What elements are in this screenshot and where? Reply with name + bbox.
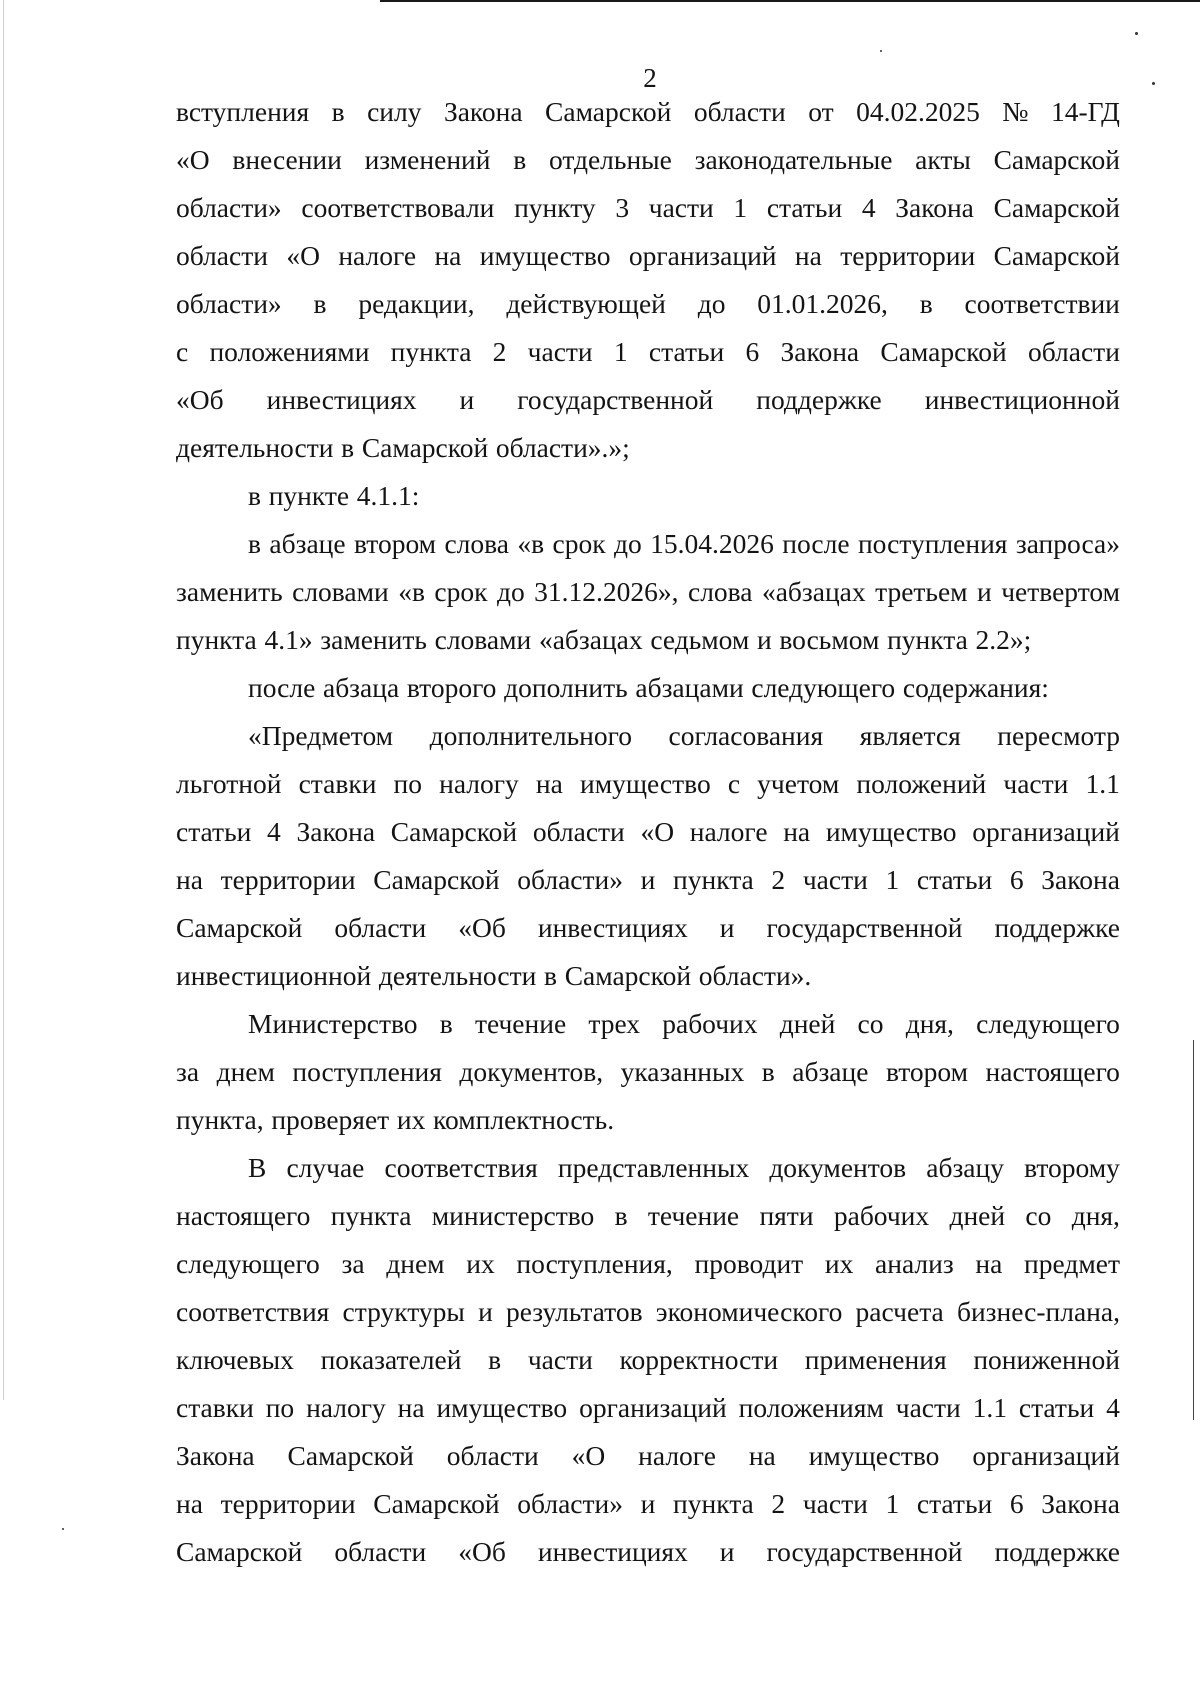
text-line: области «О налоге на имущество организаций на территории Самарской: [176, 240, 1120, 271]
text-line: «Предметом дополнительного согласования является пересмотр: [248, 720, 1120, 751]
paragraph: [176, 472, 1120, 520]
text-line: деятельности в Самарской области».»;: [176, 432, 630, 463]
text-line: Самарской области «Об инвестициях и государственной поддержке: [176, 912, 1120, 943]
paragraph: [176, 1144, 1120, 1576]
text-line: вступления в силу Закона Самарской области от 04.02.2025 № 14-ГД: [176, 96, 1120, 127]
text-line: области» соответствовали пункту 3 части 1 статьи 4 Закона Самарской: [176, 192, 1120, 223]
text-line: Самарской области «Об инвестициях и государственной поддержке: [176, 1536, 1120, 1567]
text-line: Закона Самарской области «О налоге на имущество организаций: [176, 1440, 1120, 1471]
text-line: в абзаце втором слова «в срок до 15.04.2026 после поступления запроса»: [248, 528, 1120, 559]
text-line: инвестиционной деятельности в Самарской области».: [176, 960, 812, 991]
text-line: статьи 4 Закона Самарской области «О налоге на имущество организаций: [176, 816, 1120, 847]
document-body: [176, 88, 1120, 1576]
scan-right-edge: [1193, 1040, 1194, 1420]
text-line: соответствия структуры и результатов экономического расчета бизнес-плана,: [176, 1296, 1120, 1327]
text-line: на территории Самарской области» и пункта 2 части 1 статьи 6 Закона: [176, 864, 1120, 895]
paragraph: [176, 520, 1120, 664]
scan-speck: [62, 1528, 64, 1530]
scan-left-edge: [3, 0, 4, 1400]
paragraph: [176, 712, 1120, 1000]
page-number: 2: [643, 63, 657, 93]
text-line: «Об инвестициях и государственной поддержке инвестиционной: [176, 384, 1120, 415]
text-line: настоящего пункта министерство в течение пяти рабочих дней со дня,: [176, 1200, 1120, 1231]
text-line: за днем поступления документов, указанных в абзаце втором настоящего: [176, 1056, 1120, 1087]
scan-top-edge: [380, 0, 1200, 2]
text-line: после абзаца второго дополнить абзацами следующего содержания:: [248, 672, 1049, 703]
text-line: «О внесении изменений в отдельные законодательные акты Самарской: [176, 144, 1120, 175]
text-line: Министерство в течение трех рабочих дней со дня, следующего: [248, 1008, 1120, 1039]
scan-speck: [1135, 32, 1138, 35]
text-line: В случае соответствия представленных документов абзацу второму: [248, 1152, 1120, 1183]
paragraph: [176, 664, 1120, 712]
text-line: ставки по налогу на имущество организаций положениям части 1.1 статьи 4: [176, 1392, 1120, 1423]
text-line: льготной ставки по налогу на имущество с учетом положений части 1.1: [176, 768, 1120, 799]
paragraph: [176, 1000, 1120, 1144]
text-line: с положениями пункта 2 части 1 статьи 6 Закона Самарской области: [176, 336, 1120, 367]
text-line: следующего за днем их поступления, проводит их анализ на предмет: [176, 1248, 1120, 1279]
text-line: пункта, проверяет их комплектность.: [176, 1104, 615, 1135]
scan-speck: [880, 50, 882, 52]
paragraph: [176, 88, 1120, 472]
text-line: на территории Самарской области» и пункта 2 части 1 статьи 6 Закона: [176, 1488, 1120, 1519]
text-line: в пункте 4.1.1:: [248, 480, 420, 511]
text-line: пункта 4.1» заменить словами «абзацах седьмом и восьмом пункта 2.2»;: [176, 624, 1032, 655]
text-line: области» в редакции, действующей до 01.01.2026, в соответствии: [176, 288, 1120, 319]
text-line: заменить словами «в срок до 31.12.2026», слова «абзацах третьем и четвертом: [176, 576, 1120, 607]
text-line: ключевых показателей в части корректности применения пониженной: [176, 1344, 1120, 1375]
